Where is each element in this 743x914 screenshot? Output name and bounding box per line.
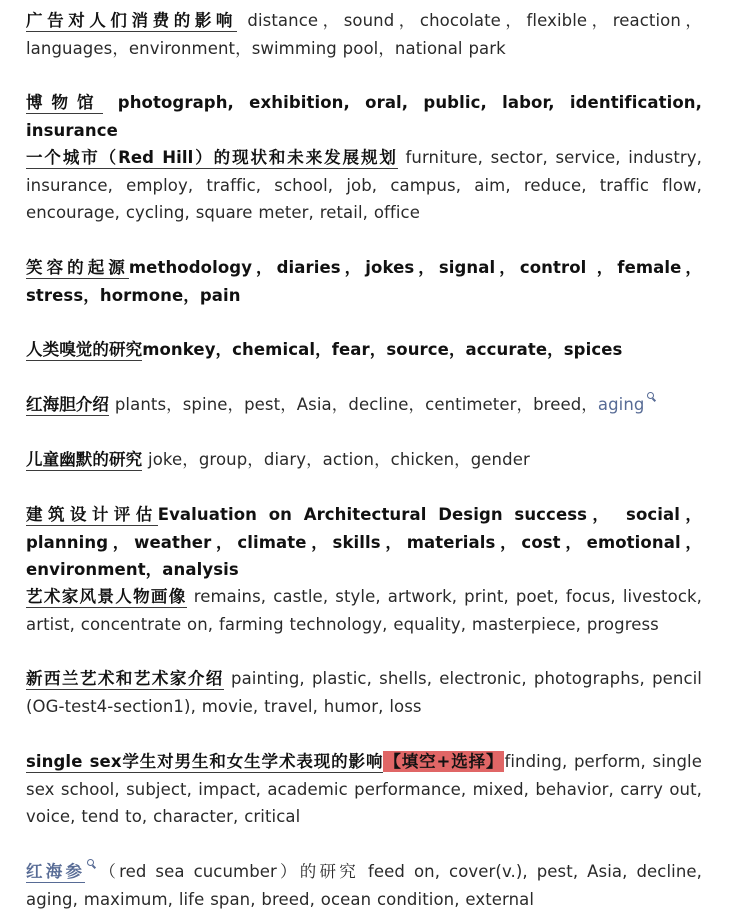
entry-artist-portraits <box>26 583 702 638</box>
entry-words: finding, perform, single sex school, subject, impact, academic performance, mixed, behavior, carry out, voice, tend to, character, critical <box>26 752 702 826</box>
entry-red-hill <box>26 144 702 227</box>
entry-sea-urchin <box>26 391 702 419</box>
entry-title: 新西兰艺术和艺术家介绍 <box>26 669 224 688</box>
entry-title: 建筑设计评估 <box>26 505 158 524</box>
entry-words: （red sea cucumber）的研究 feed on, cover(v.), pest, Asia, decline, aging, maximum, life span, breed, ocean condition, external <box>26 862 702 909</box>
entry-words: methodology，diaries，jokes，signal，control ，female，stress，hormone，pain <box>26 258 703 305</box>
search-link-sea-cucumber[interactable]: 红海参 <box>26 862 86 881</box>
entry-title: 人类嗅觉的研究 <box>26 340 143 359</box>
search-link-aging[interactable]: aging <box>597 395 645 414</box>
entry-words: furniture, sector, service, industry, insurance, employ, traffic, school, job, campus, aim, reduce, traffic flow, encourage, cycling, square meter, retail, office <box>26 148 702 222</box>
entry-title: 艺术家风景人物画像 <box>26 587 187 606</box>
entry-advertising <box>26 7 702 62</box>
entry-sea-cucumber <box>26 858 702 913</box>
entry-title: 儿童幽默的研究 <box>26 450 143 469</box>
entry-architecture <box>26 501 702 584</box>
entry-child-humor <box>26 446 702 474</box>
search-icon[interactable] <box>87 859 96 869</box>
entry-words: remains, castle, style, artwork, print, poet, focus, livestock, artist, concentrate on, farming technology, equality, masterpiece, progress <box>26 587 702 634</box>
entry-words: joke，group，diary，action，chicken，gender <box>142 450 530 469</box>
entry-title: 笑容的起源 <box>26 258 129 277</box>
entry-words: photograph, exhibition, oral, public, labor, identification, insurance <box>26 93 702 140</box>
entry-smell-study <box>26 336 702 364</box>
question-type-tag: 【填空+选择】 <box>384 752 504 771</box>
entry-title: single sex学生对男生和女生学术表现的影响 <box>26 752 384 771</box>
entry-title: 博物馆 <box>26 93 103 112</box>
entry-single-sex <box>26 748 702 831</box>
entry-title: 一个城市（Red Hill）的现状和未来发展规划 <box>26 148 398 167</box>
entry-words: plants，spine，pest，Asia，decline，centimeter，breed， <box>109 395 598 414</box>
entry-smile-origin <box>26 254 702 309</box>
entry-nz-art <box>26 665 702 720</box>
entry-words: monkey，chemical，fear，source，accurate，spices <box>142 340 623 359</box>
entry-title: 红海胆介绍 <box>26 395 109 414</box>
entry-words: Evaluation on Architectural Design success， social，planning，weather，climate，skills，materials，cost，emotional，environment，analysis <box>26 505 702 579</box>
search-icon[interactable] <box>647 392 656 402</box>
entry-words: distance，sound，chocolate，flexible，reaction，languages，environment，swimming pool，national park <box>26 11 703 58</box>
entry-title: 广告对人们消费的影响 <box>26 11 238 30</box>
entry-words: painting, plastic, shells, electronic, photographs, pencil (OG-test4-section1), movie, travel, humor, loss <box>26 669 702 716</box>
entry-museum <box>26 89 702 144</box>
